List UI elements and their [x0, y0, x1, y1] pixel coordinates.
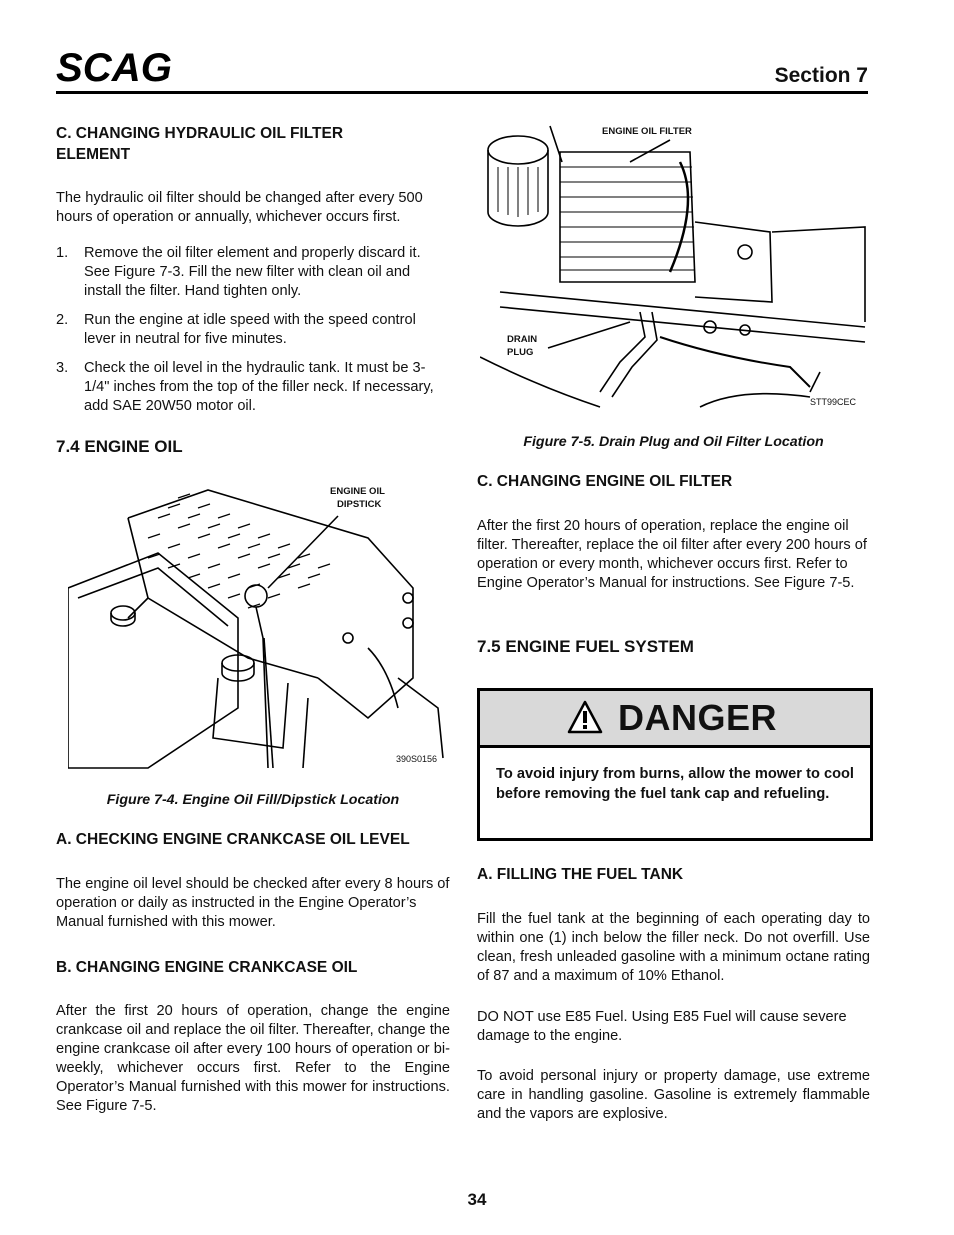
drain-plug-label: DRAIN PLUG: [507, 334, 538, 358]
e85-warning-text: DO NOT use E85 Fuel. Using E85 Fuel will cause severe damage to the engine.: [477, 1009, 847, 1044]
changing-oil-text: After the first 20 hours of operation, change the engine crankcase oil and replace the oil filter. Thereafter, change the engine crankcase oil after every 100 hours of operation or bi-weekly, whichever occurs first. Refer to the Engine Operator’s Manual furnished with this mower for instructions. See Figure 7-5.: [56, 1003, 451, 1114]
figure-7-5: [480, 122, 870, 412]
danger-text: To avoid injury from burns, allow the mower to cool before removing the fuel tank cap and refueling.: [496, 766, 854, 802]
filling-tank-text: Fill the fuel tank at the beginning of each operating day to within one (1) inch below the filler neck. Do not overfill. Use clean, fresh unleaded gasoline with a minimum octane rating of 87 and a maximum of 10% Ethanol.: [477, 911, 870, 984]
figure-7-4-caption: Figure 7-4. Engine Oil Fill/Dipstick Location: [106, 792, 400, 808]
step-2: 2. Run the engine at idle speed with the speed control lever in neutral for five minutes.: [56, 312, 416, 347]
fig5-code: STT99CEC: [810, 397, 857, 407]
danger-box: [477, 688, 873, 841]
checking-oil-text: The engine oil level should be checked after every 8 hours of operation or daily as instructed in the Engine Operator’s Manual furnished with this mower.: [56, 876, 450, 930]
figure-7-4: [68, 478, 448, 770]
dipstick-label: ENGINE OIL DIPSTICK: [330, 486, 385, 510]
oil-filter-label: ENGINE OIL FILTER: [602, 126, 692, 137]
step-3: 3. Check the oil level in the hydraulic tank. It must be 3-1/4" inches from the top of the filler neck. If necessary, add SAE 20W50 motor oil.: [56, 360, 434, 414]
changing-filter-text: After the first 20 hours of operation, replace the engine oil filter. Thereafter, replace the oil filter after every 200 hours of operation or every month, whichever occurs first. Refer to Engine Operator’s Manual for instructions. See Figure 7-5.: [477, 518, 867, 591]
danger-header: [480, 691, 870, 748]
gasoline-warning-text: To avoid personal injury or property damage, use extreme care in handling gasoline. Gasoline is extremely flammable and the vapors are explosive.: [477, 1068, 870, 1122]
page-number: 34: [467, 1190, 487, 1209]
hydraulic-filter-heading: C. CHANGING HYDRAULIC OIL FILTER ELEMENT: [56, 125, 344, 163]
figure-7-5-caption: Figure 7-5. Drain Plug and Oil Filter Location: [523, 434, 824, 450]
checking-oil-heading: A. CHECKING ENGINE CRANKCASE OIL LEVEL: [56, 831, 410, 848]
header-rule: [56, 91, 868, 94]
changing-oil-heading: B. CHANGING ENGINE CRANKCASE OIL: [56, 959, 358, 976]
engine-oil-heading: 7.4 ENGINE OIL: [56, 437, 183, 456]
filling-tank-heading: A. FILLING THE FUEL TANK: [477, 866, 684, 883]
fig4-code: 390S0156: [396, 754, 438, 764]
fuel-system-heading: 7.5 ENGINE FUEL SYSTEM: [477, 637, 694, 656]
logo-text: SCAG: [56, 48, 172, 86]
scag-logo: [56, 48, 176, 86]
danger-word: DANGER: [618, 697, 778, 738]
warning-triangle-icon: [567, 700, 603, 734]
section-title: Section 7: [774, 64, 868, 87]
hydraulic-intro: The hydraulic oil filter should be changed after every 500 hours of operation or annually, whichever occurs first.: [56, 190, 423, 225]
changing-filter-heading: C. CHANGING ENGINE OIL FILTER: [477, 473, 733, 490]
step-1: 1. Remove the oil filter element and properly discard it. See Figure 7-3. Fill the new filter with clean oil and install the filter. Hand tighten only.: [56, 245, 421, 299]
oil-filter-illustration: [480, 122, 870, 412]
engine-illustration: [68, 478, 448, 770]
